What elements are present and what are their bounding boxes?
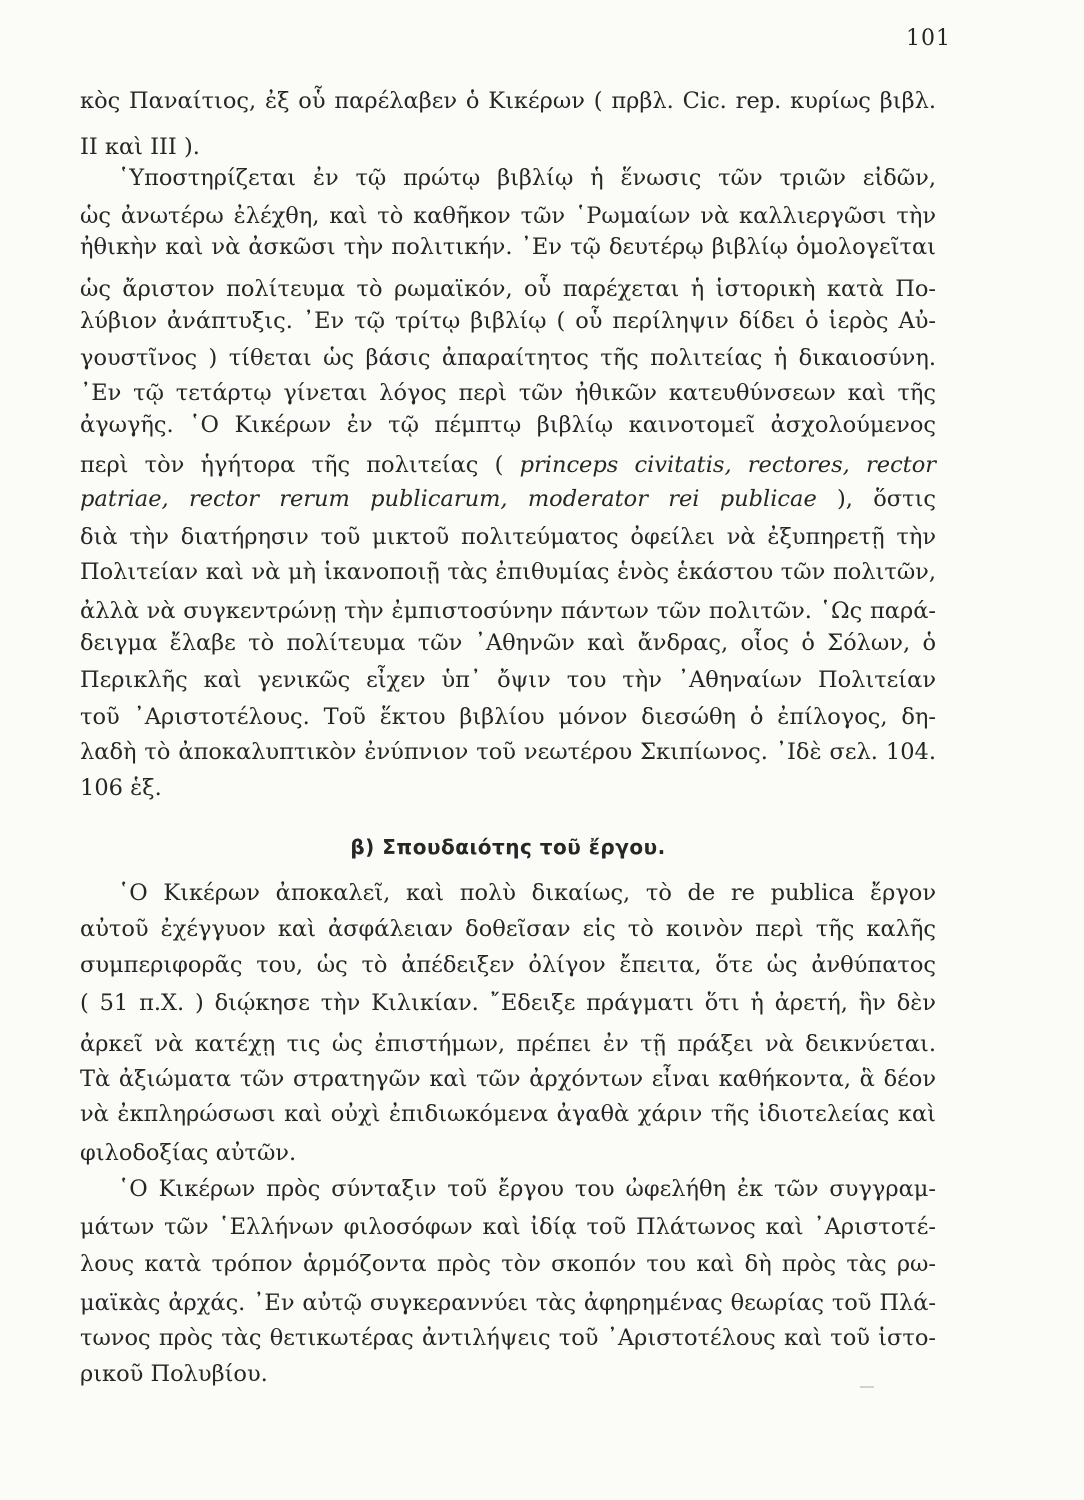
text-line: ἀρκεῖ νὰ κατέχῃ τις ὡς ἐπιστήμων, πρέπει ἐν τῇ πράξει νὰ δεικνύεται.	[80, 1031, 936, 1057]
text-line-latin	[80, 484, 936, 514]
text-segment: περὶ τὸν ἡγήτορα τῆς πολιτείας (	[80, 452, 504, 478]
text-line: Περικλῆς καὶ γενικῶς εἶχεν ὑπ᾿ ὄψιν του τὴν ᾿Αθηναίων Πολιτείαν	[80, 667, 936, 693]
text-line: ( 51 π.Χ. ) διῴκησε τὴν Κιλικίαν. ῎Εδειξε πράγματι ὅτι ἡ ἀρετή, ἣν δὲν	[80, 990, 936, 1016]
text-line: κὸς Παναίτιος, ἐξ οὗ παρέλαβεν ὁ Κικέρων ( πρβλ. Cic. rep. κυρίως βιβλ.	[80, 88, 936, 114]
text-line: II καὶ III ).	[80, 134, 200, 160]
text-line: ὡς ἀνωτέρω ἐλέχθη, καὶ τὸ καθῆκον τῶν ῾Ρωμαίων νὰ καλλιεργῶσι τὴν	[80, 203, 936, 229]
text-line: διὰ τὴν διατήρησιν τοῦ μικτοῦ πολιτεύματος ὀφείλει νὰ ἐξυπηρετῇ τὴν	[80, 524, 936, 550]
text-line: λύβιον ἀνάπτυξις. ᾿Εν τῷ τρίτῳ βιβλίῳ ( οὗ περίληψιν δίδει ὁ ἱερὸς Αὐ-	[80, 308, 936, 334]
text-line: συμπεριφορᾶς του, ὡς τὸ ἀπέδειξεν ὀλίγον ἔπειτα, ὅτε ὡς ἀνθύπατος	[80, 952, 936, 978]
text-line: λαδὴ τὸ ἀποκαλυπτικὸν ἐνύπνιον τοῦ νεωτέρου Σκιπίωνος. ᾿Ιδὲ σελ. 104.	[80, 739, 936, 765]
text-line: ἠθικὴν καὶ νὰ ἀσκῶσι τὴν πολιτικήν. ᾿Εν τῷ δευτέρῳ βιβλίῳ ὁμολογεῖται	[80, 234, 936, 260]
text-line: ἀγωγῆς. ῾Ο Κικέρων ἐν τῷ πέμπτῳ βιβλίῳ καινοτομεῖ ἀσχολούμενος	[80, 412, 936, 438]
text-segment: ), ὅστις	[837, 486, 936, 512]
print-speck	[860, 1386, 874, 1388]
text-line-latin	[80, 450, 936, 480]
text-line: ῾Ο Κικέρων πρὸς σύνταξιν τοῦ ἔργου του ὠφελήθη ἐκ τῶν συγγραμ-	[118, 1176, 936, 1202]
text-line: τωνος πρὸς τὰς θετικωτέρας ἀντιλήψεις τοῦ ᾿Αριστοτέλους καὶ τοῦ ἱστο-	[80, 1325, 936, 1351]
text-line: αὐτοῦ ἐχέγγυον καὶ ἀσφάλειαν δοθεῖσαν εἰς τὸ κοινὸν περὶ τῆς καλῆς	[80, 916, 936, 942]
page-number: 101	[906, 26, 951, 51]
text-line: νὰ ἐκπληρώσωσι καὶ οὐχὶ ἐπιδιωκόμενα ἀγαθὰ χάριν τῆς ἰδιοτελείας καὶ	[80, 1101, 936, 1127]
text-line: Πολιτείαν καὶ νὰ μὴ ἱκανοποιῇ τὰς ἐπιθυμίας ἑνὸς ἑκάστου τῶν πολιτῶν,	[80, 559, 936, 585]
text-line: δειγμα ἔλαβε τὸ πολίτευμα τῶν ᾿Αθηνῶν καὶ ἄνδρας, οἷος ὁ Σόλων, ὁ	[80, 630, 936, 656]
text-line: ῾Υποστηρίζεται ἐν τῷ πρώτῳ βιβλίῳ ἡ ἕνωσις τῶν τριῶν εἰδῶν,	[118, 165, 936, 191]
text-line: Τὰ ἀξιώματα τῶν στρατηγῶν καὶ τῶν ἀρχόντων εἶναι καθήκοντα, ἃ δέον	[80, 1066, 936, 1092]
text-line: μαϊκὰς ἀρχάς. ᾿Εν αὐτῷ συγκεραννύει τὰς ἀφηρημένας θεωρίας τοῦ Πλά-	[80, 1290, 936, 1316]
text-line: ᾿Εν τῷ τετάρτῳ γίνεται λόγος περὶ τῶν ἠθικῶν κατευθύνσεων καὶ τῆς	[80, 380, 936, 406]
text-line: λους κατὰ τρόπον ἁρμόζοντα πρὸς τὸν σκοπόν του καὶ δὴ πρὸς τὰς ρω-	[80, 1251, 936, 1277]
section-heading: β) Σπουδαιότης τοῦ ἔργου.	[350, 835, 666, 859]
text-line: γουστῖνος ) τίθεται ὡς βάσις ἀπαραίτητος τῆς πολιτείας ἡ δικαιοσύνη.	[80, 345, 936, 371]
text-line: φιλοδοξίας αὐτῶν.	[80, 1140, 297, 1166]
text-line: ῾Ο Κικέρων ἀποκαλεῖ, καὶ πολὺ δικαίως, τὸ de re publica ἔργον	[118, 880, 936, 906]
latin-terms: princeps civitatis, rectores, rector	[519, 452, 937, 478]
text-line: ὡς ἄριστον πολίτευμα τὸ ρωμαϊκόν, οὗ παρέχεται ἡ ἱστορικὴ κατὰ Πο-	[80, 276, 936, 302]
text-line: μάτων τῶν ῾Ελλήνων φιλοσόφων καὶ ἰδίᾳ τοῦ Πλάτωνος καὶ ᾿Αριστοτέ-	[80, 1214, 936, 1240]
text-line: 106 ἑξ.	[80, 775, 162, 801]
text-line: τοῦ ᾿Αριστοτέλους. Τοῦ ἕκτου βιβλίου μόνον διεσώθη ὁ ἐπίλογος, δη-	[80, 704, 936, 730]
text-line: ἀλλὰ νὰ συγκεντρώνῃ τὴν ἐμπιστοσύνην πάντων τῶν πολιτῶν. ῾Ως παρά-	[80, 598, 936, 624]
latin-terms: patriae, rector rerum publicarum, moderator rei publicae	[80, 486, 817, 512]
text-line: ρικοῦ Πολυβίου.	[80, 1361, 268, 1387]
